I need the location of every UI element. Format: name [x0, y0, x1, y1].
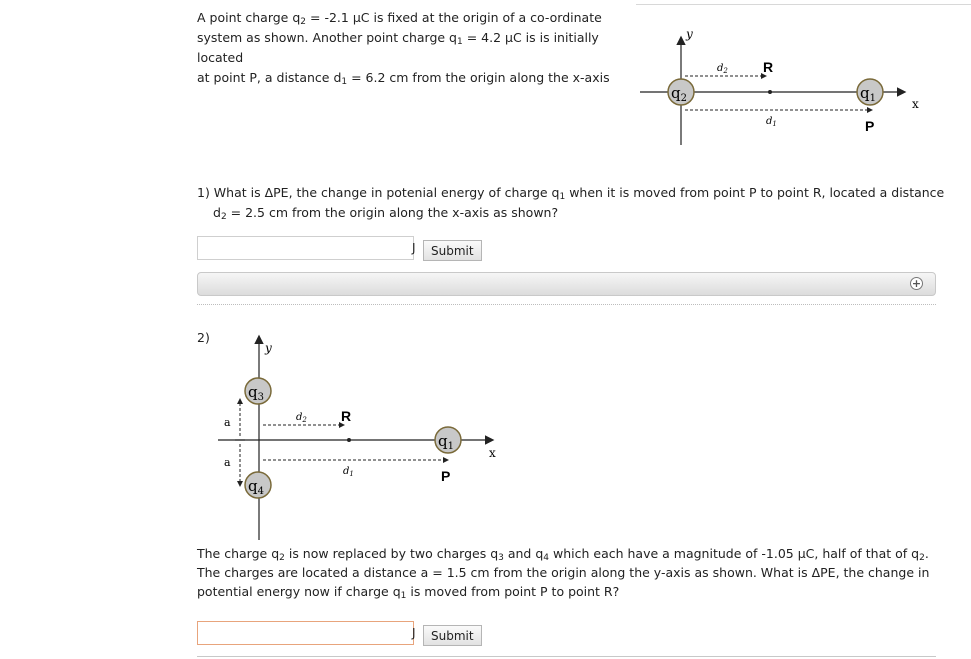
question-2-number: 2) — [197, 330, 210, 345]
plus-circle-icon[interactable]: + — [911, 277, 922, 290]
question-text: The charge q — [197, 546, 280, 561]
x-axis-label: x — [489, 446, 496, 460]
subscript: 1 — [400, 591, 407, 601]
x-axis-label: x — [912, 97, 919, 111]
point-r — [347, 438, 351, 442]
question-1-line-2 — [197, 203, 947, 223]
point-r-label: R — [763, 59, 774, 75]
question-1-text — [197, 183, 947, 223]
charge-q4-label: $q_4$ — [248, 477, 264, 497]
point-p-label: P — [865, 118, 875, 134]
a-label-bottom: a — [224, 456, 231, 469]
question-text: which each have a magnitude of -1.05 μC, half of that of q — [549, 546, 920, 561]
charge-q2-label: $q_2$ — [671, 84, 687, 104]
subscript: 1 — [341, 77, 348, 87]
charge-q1-label: $q_1$ — [860, 84, 876, 104]
intro-text: A point charge q — [197, 10, 301, 25]
intro-text: = 6.2 cm from the origin along the x-axis — [347, 70, 610, 85]
question-2-text — [197, 544, 937, 601]
help-expand-bar[interactable] — [197, 272, 936, 296]
answer-2-unit: J — [412, 626, 416, 640]
question-1-line-1 — [197, 183, 947, 203]
question-text: . — [924, 546, 929, 561]
subscript: 2 — [220, 212, 227, 222]
subscript: 2 — [919, 553, 925, 563]
intro-text: = 4.2 μC is is initially located — [197, 30, 599, 65]
question-text: potential energy now if charge q — [197, 584, 401, 599]
intro-text: at point P, a distance d — [197, 70, 342, 85]
question-text: = 2.5 cm from the origin along the x-axis as shown? — [226, 205, 559, 220]
d2-label: $d_2$ — [717, 63, 728, 75]
point-p-label: P — [441, 468, 451, 484]
question-text: when it is moved from point P to point R, located a distance — [565, 185, 945, 200]
question-2-line-2: The charges are located a distance a = 1.5 cm from the origin along the y-axis as shown. What is ΔPE, the change in — [197, 565, 930, 580]
submit-2-button[interactable]: Submit — [423, 625, 482, 646]
intro-text: system as shown. Another point charge q — [197, 30, 457, 45]
subscript: 1 — [457, 37, 463, 47]
subscript: 1 — [559, 192, 566, 202]
submit-1-button[interactable]: Submit — [423, 240, 482, 261]
answer-2-input[interactable] — [197, 621, 414, 645]
subscript: 4 — [543, 553, 550, 563]
y-axis-label: y — [686, 27, 693, 41]
section-divider — [197, 304, 936, 305]
d2-label: $d_2$ — [296, 412, 307, 424]
a-label-top: a — [224, 416, 231, 429]
intro-text: = -2.1 μC is fixed at the origin of a co-ordinate — [306, 10, 602, 25]
question-2-line-3 — [197, 582, 937, 601]
subscript: 2 — [279, 553, 285, 563]
bottom-divider — [197, 656, 936, 657]
question-text: 1) What is ΔPE, the change in potenial energy of charge q — [197, 185, 560, 200]
diagram-2 — [218, 337, 496, 540]
d1-label: $d_1$ — [343, 466, 354, 478]
point-r — [768, 90, 772, 94]
y-axis-label: y — [265, 341, 272, 355]
question-text: is now replaced by two charges q — [284, 546, 499, 561]
d1-label: $d_1$ — [766, 116, 777, 128]
charge-q1-label: $q_1$ — [438, 432, 454, 452]
question-text: d — [213, 205, 221, 220]
question-text: is moved from point P to point R? — [406, 584, 620, 599]
answer-1-input[interactable] — [197, 236, 414, 260]
subscript: 2 — [300, 17, 307, 27]
subscript: 3 — [498, 553, 504, 563]
point-r-label: R — [341, 408, 352, 424]
answer-1-unit: J — [412, 241, 416, 255]
question-text: and q — [503, 546, 544, 561]
charge-q3-label: $q_3$ — [248, 383, 264, 403]
question-2-line-1 — [197, 544, 937, 563]
